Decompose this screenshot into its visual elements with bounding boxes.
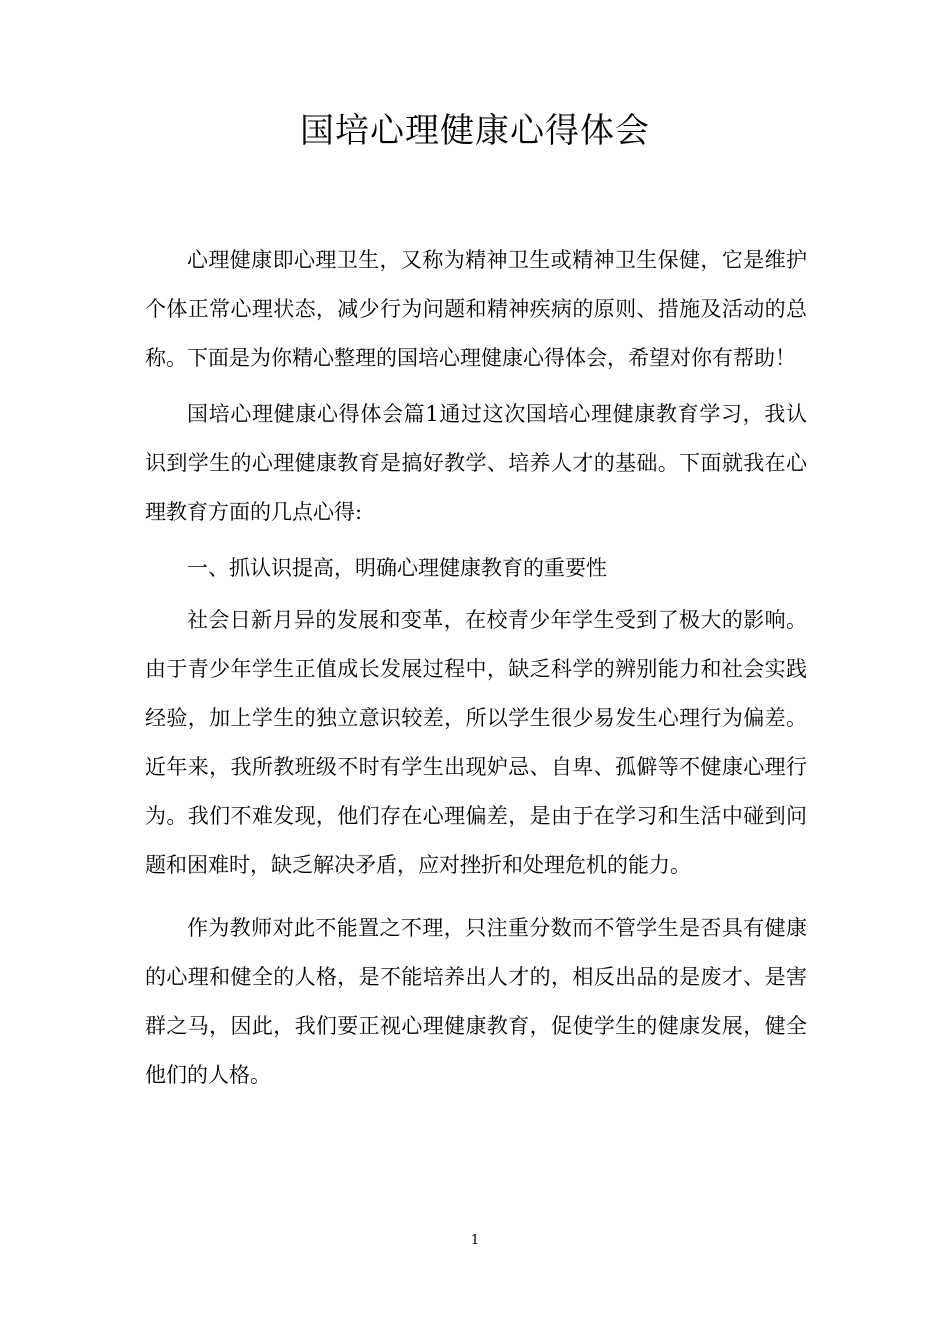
document-title: 国培心理健康心得体会 xyxy=(300,111,650,151)
section-heading-1: 一、抓认识提高，明确心理健康教育的重要性 xyxy=(187,556,607,580)
paragraph-teacher-role: 作为教师对此不能置之不理，只注重分数而不管学生是否具有健康的心理和健全的人格，是不能培养出人才的，相反出品的是废才、是害群之马，因此，我们要正视心理健康教育，促使学生的健康发展，健全他们的人格。 xyxy=(145,916,807,1087)
document-body xyxy=(145,236,807,1107)
page-number: 1 xyxy=(470,1233,480,1248)
paragraph-article-1-opening: 国培心理健康心得体会篇1通过这次国培心理健康教育学习，我认识到学生的心理健康教育是搞好教学、培养人才的基础。下面就我在心理教育方面的几点心得: xyxy=(145,402,807,524)
paragraph-intro: 心理健康即心理卫生，又称为精神卫生或精神卫生保健，它是维护个体正常心理状态，减少行为问题和精神疾病的原则、措施及活动的总称。下面是为你精心整理的国培心理健康心得体会，希望对你有帮助！ xyxy=(145,248,807,370)
paragraph-society-impact: 社会日新月异的发展和变革，在校青少年学生受到了极大的影响。由于青少年学生正值成长发展过程中，缺乏科学的辨别能力和社会实践经验，加上学生的独立意识较差，所以学生很少易发生心理行为偏差。近年来，我所教班级不时有学生出现妒忌、自卑、孤僻等不健康心理行为。我们不难发现，他们存在心理偏差，是由于在学习和生活中碰到问题和困难时，缺乏解决矛盾，应对挫折和处理危机的能力。 xyxy=(145,608,807,877)
